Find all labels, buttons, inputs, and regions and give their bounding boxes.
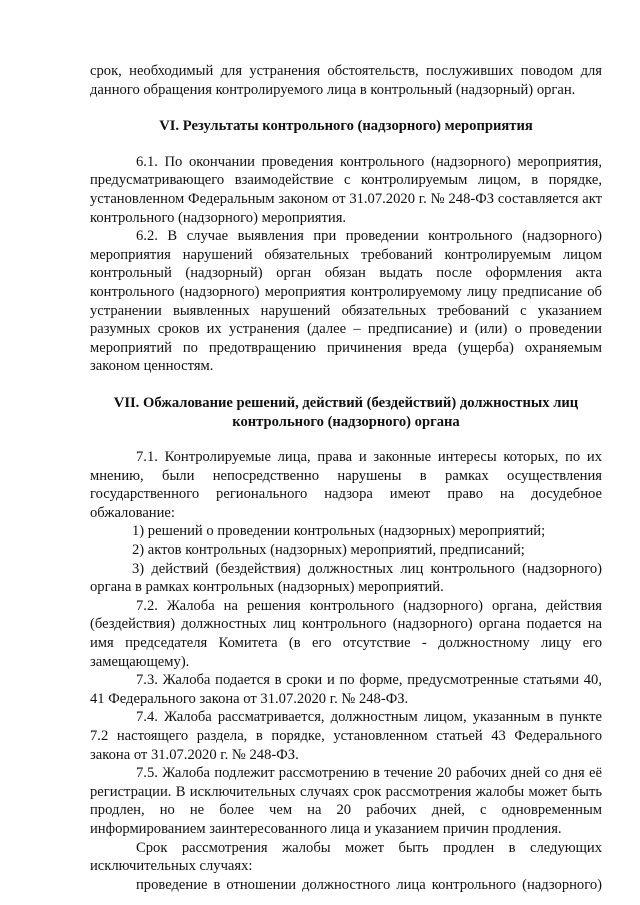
paragraph-7-3: 7.3. Жалоба подается в сроки и по форме, предусмотренные статьями 40, 41 Федерального закона от 31.07.2020 г. № 248-ФЗ. — [90, 672, 602, 707]
section-7-title-line1: VII. Обжалование решений, действий (бездействий) должностных лиц — [113, 394, 579, 411]
section-7-title — [90, 394, 602, 431]
section-7-title-line2: контрольного (надзорного) органа — [232, 413, 460, 430]
list-item-2: 2) актов контрольных (надзорных) мероприятий, предписаний; — [132, 542, 525, 559]
document-page — [90, 62, 602, 894]
paragraph-6-1: 6.1. По окончании проведения контрольного (надзорного) мероприятия, предусматривающего взаимодействие с контролируемым лицом, в порядке, установленном Федеральным законом от 31.07.2020 г. № 248-ФЗ составляется акт контрольного (надзорного) мероприятия. — [90, 153, 602, 226]
list-item-1: 1) решений о проведении контрольных (надзорных) мероприятий; — [132, 523, 546, 540]
section-6-title: VI. Результаты контрольного (надзорного) мероприятия — [159, 118, 533, 135]
paragraph-7-5-case: проведение в отношении должностного лица контрольного (надзорного) — [136, 876, 602, 893]
paragraph-6-2: 6.2. В случае выявления при проведении контрольного (надзорного) мероприятия нарушений обязательных требований контролируемым лицом контрольный (надзорный) орган обязан выдать после оформления акта контрольного (надзорного) мероприятия контролируемому лицу предписание об устранении выявленных нарушений обязательных требований с указанием разумных сроков их устранения (далее – предписание) и (или) о проведении мероприятий по предотвращению причинения вреда (ущерба) охраняемым законом ценностям. — [90, 228, 602, 375]
paragraph-7-2: 7.2. Жалоба на решения контрольного (надзорного) органа, действия (бездействия) должностных лиц контрольного (надзорного) органа подается на имя председателя Комитета (в его отсутствие - должностному лицу его замещающему). — [90, 597, 602, 670]
paragraph-7-1: 7.1. Контролируемые лица, права и законные интересы которых, по их мнению, были непосредственно нарушены в рамках осуществления государственного регионального надзора имеют право на досудебное обжалование: — [90, 449, 602, 521]
paragraph-7-5: 7.5. Жалоба подлежит рассмотрению в течение 20 рабочих дней со дня её регистрации. В исключительных случаях срок рассмотрения жалобы может быть продлен, но не более чем на 20 рабочих дней, с одновременным информированием заинтересованного лица и указанием причин продления. — [90, 765, 602, 837]
list-item-3: 3) действий (бездействия) должностных лиц контрольного (надзорного) органа в рамках контрольных (надзорных) мероприятий. — [90, 560, 602, 596]
paragraph-7-5-extension: Срок рассмотрения жалобы может быть продлен в следующих исключительных случаях: — [90, 839, 602, 875]
intro-paragraph: срок, необходимый для устранения обстоятельств, послуживших поводом для данного обращения контролируемого лица в контрольный (надзорный) орган. — [90, 63, 602, 98]
paragraph-7-4: 7.4. Жалоба рассматривается, должностным лицом, указанным в пункте 7.2 настоящего раздела, в порядке, установленном статьей 43 Федерального закона от 31.07.2020 г. № 248-ФЗ. — [90, 709, 602, 763]
